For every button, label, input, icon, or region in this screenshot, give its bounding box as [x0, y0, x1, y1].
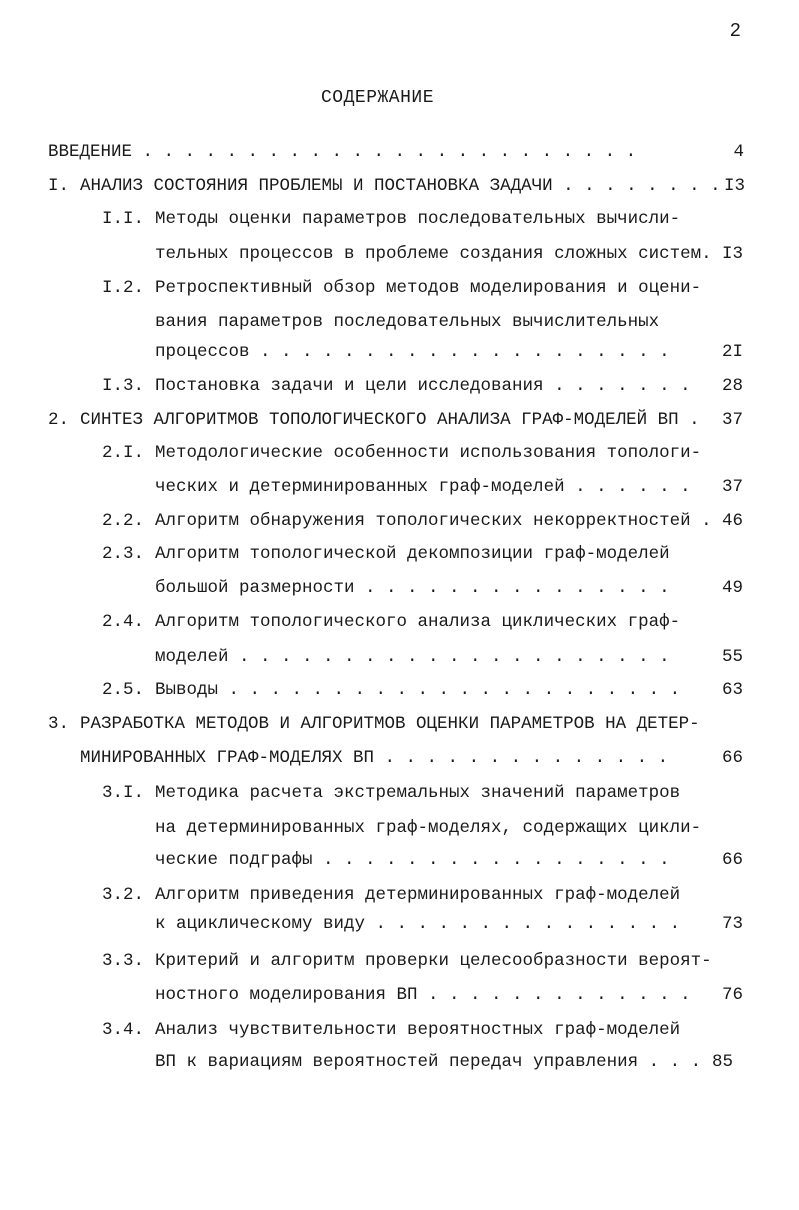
toc-line: Анализ чувствительности вероятностных граф-моделей: [155, 1020, 681, 1040]
toc-line: АНАЛИЗ СОСТОЯНИЯ ПРОБЛЕМЫ И ПОСТАНОВКА ЗАДАЧИ . . . . . . . .: [80, 176, 721, 196]
toc-line: ческие подграфы . . . . . . . . . . . . . . . . .: [155, 850, 670, 870]
toc-line: Алгоритм топологического анализа циклических граф-: [155, 612, 681, 632]
toc-page: 85: [711, 1052, 733, 1072]
toc-page: 37: [721, 477, 743, 497]
toc-number: I.: [48, 176, 70, 196]
page-number: 2: [729, 20, 741, 42]
toc-line: Алгоритм топологической декомпозиции граф-моделей: [155, 544, 670, 564]
toc-page: 63: [721, 680, 743, 700]
toc-line: вания параметров последовательных вычислительных: [155, 312, 660, 332]
toc-page: 49: [721, 578, 743, 598]
toc-page: 73: [721, 914, 743, 934]
toc-page: 37: [721, 410, 743, 430]
toc-line: Алгоритм обнаружения топологических некорректностей .: [155, 511, 712, 531]
toc-line: ВП к вариациям вероятностей передач управления . . .: [155, 1052, 702, 1072]
toc-page: 28: [721, 376, 743, 396]
toc-line: Ретроспективный обзор методов моделирования и оцени-: [155, 278, 702, 298]
toc-line: РАЗРАБОТКА МЕТОДОВ И АЛГОРИТМОВ ОЦЕНКИ ПАРАМЕТРОВ НА ДЕТЕР-: [80, 714, 700, 734]
toc-line: процессов . . . . . . . . . . . . . . . . . . . .: [155, 342, 670, 362]
toc-number: 2.: [48, 410, 70, 430]
toc-line: Методы оценки параметров последовательных вычисли-: [155, 209, 681, 229]
toc-number: 3.4.: [102, 1020, 145, 1040]
toc-page: 2I: [721, 342, 743, 362]
toc-line: ностного моделирования ВП . . . . . . . . . . . . .: [155, 985, 691, 1005]
page-title: СОДЕРЖАНИЕ: [320, 88, 435, 108]
toc-line: СИНТЕЗ АЛГОРИТМОВ ТОПОЛОГИЧЕСКОГО АНАЛИЗА ГРАФ-МОДЕЛЕЙ ВП .: [80, 410, 700, 430]
toc-line: к ациклическому виду . . . . . . . . . . . . . . .: [155, 914, 681, 934]
toc-number: I.I.: [102, 209, 145, 229]
toc-number: 3.2.: [102, 885, 145, 905]
toc-page: 46: [721, 511, 743, 531]
toc-number: 2.3.: [102, 544, 145, 564]
toc-line: на детерминированных граф-моделях, содержащих цикли-: [155, 818, 702, 838]
toc-number: 3.: [48, 714, 70, 734]
toc-line: Методологические особенности использования топологи-: [155, 443, 702, 463]
toc-page: 66: [721, 850, 743, 870]
toc-page: 76: [721, 985, 743, 1005]
toc-line: МИНИРОВАННЫХ ГРАФ-МОДЕЛЯХ ВП . . . . . . . . . . . . . .: [80, 748, 669, 768]
toc-page: 4: [733, 142, 744, 162]
toc-page: I3: [721, 244, 743, 264]
toc-page: 66: [721, 748, 743, 768]
toc-line: моделей . . . . . . . . . . . . . . . . . . . . .: [155, 647, 670, 667]
toc-number: 2.I.: [102, 443, 145, 463]
toc-number: 2.2.: [102, 511, 145, 531]
toc-line: Выводы . . . . . . . . . . . . . . . . . . . . . .: [155, 680, 681, 700]
toc-number: 3.I.: [102, 783, 145, 803]
toc-number: I.2.: [102, 278, 145, 298]
toc-page: I3: [723, 176, 745, 196]
toc-line: Критерий и алгоритм проверки целесообразности вероят-: [155, 951, 712, 971]
toc-page: 55: [721, 647, 743, 667]
toc-line: Постановка задачи и цели исследования . . . . . . .: [155, 376, 691, 396]
toc-number: 2.4.: [102, 612, 145, 632]
toc-line: большой размерности . . . . . . . . . . . . . . .: [155, 578, 670, 598]
toc-line: Методика расчета экстремальных значений параметров: [155, 783, 681, 803]
toc-line: тельных процессов в проблеме создания сложных систем.: [155, 244, 712, 264]
toc-number: 3.3.: [102, 951, 145, 971]
toc-line: ВВЕДЕНИЕ . . . . . . . . . . . . . . . . . . . . . . . .: [48, 142, 637, 162]
toc-line: ческих и детерминированных граф-моделей . . . . . .: [155, 477, 691, 497]
toc-number: I.3.: [102, 376, 145, 396]
toc-number: 2.5.: [102, 680, 145, 700]
toc-line: Алгоритм приведения детерминированных граф-моделей: [155, 885, 681, 905]
